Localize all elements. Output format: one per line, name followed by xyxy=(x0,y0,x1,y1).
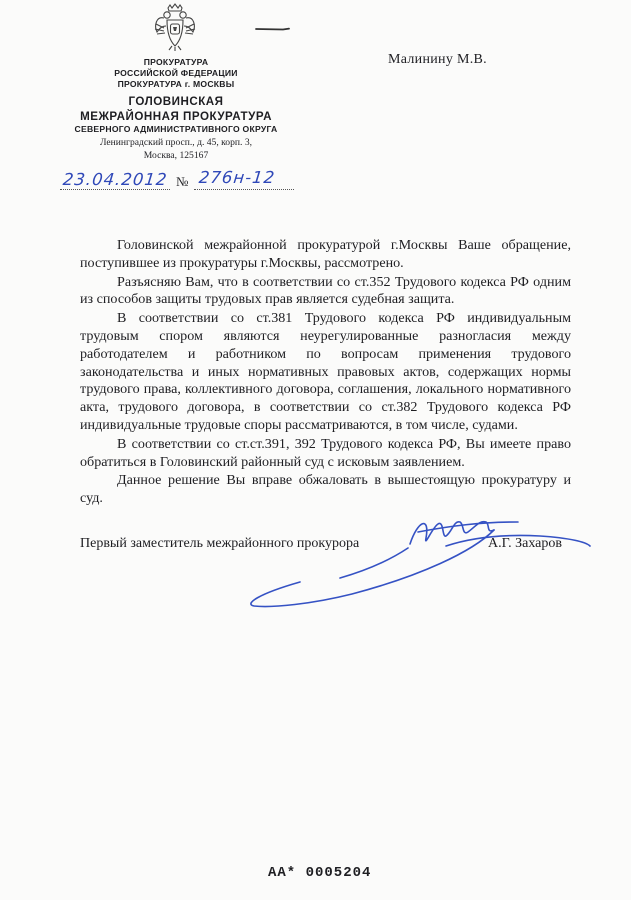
number-underline xyxy=(194,189,294,190)
recipient-name: Малинину М.В. xyxy=(388,52,487,67)
registration-number: 276н-12 xyxy=(198,168,277,187)
pen-mark xyxy=(255,26,291,32)
date-underline xyxy=(60,189,170,190)
address-line-2: Москва, 125167 xyxy=(143,150,209,161)
coat-of-arms-icon xyxy=(152,2,198,52)
body-paragraph-3: В соответствии со ст.381 Трудового кодекса РФ индивидуальным трудовым спором являются неурегулированные разногласия между работодателем и работником по вопросам применения трудового законодательства и иных нормативных правовых актов, содержащих нормы трудового права, коллективного договора, соглашения, локального нормативного акта, трудового договора, в соответствии со ст.382 Трудового кодекса РФ индивидуальные трудовые споры рассматриваются, в том числе, судами. xyxy=(80,310,571,433)
letter-body xyxy=(80,237,571,509)
org-line-2: РОССИЙСКОЙ ФЕДЕРАЦИИ xyxy=(114,68,238,78)
registration-date: 23.04.2012 xyxy=(62,170,169,189)
serial-number: АА* 0005204 xyxy=(268,865,372,881)
address-line-1: Ленинградский просп., д. 45, корп. 3, xyxy=(99,137,253,148)
signer-name: А.Г. Захаров xyxy=(488,536,562,551)
body-paragraph-1: Головинской межрайонной прокуратурой г.Москвы Ваше обращение, поступившее из прокуратуры г.Москвы, рассмотрено. xyxy=(80,237,571,271)
body-paragraph-2: Разъясняю Вам, что в соответствии со ст.352 Трудового кодекса РФ одним из способов защиты трудовых прав является судебная защита. xyxy=(80,273,571,308)
body-paragraph-4: В соответствии со ст.ст.391, 392 Трудового кодекса РФ, Вы имеете право обратиться в Головинский районный суд с исковым заявлением. xyxy=(80,435,571,470)
signer-title: Первый заместитель межрайонного прокурора xyxy=(80,536,360,551)
district-line: СЕВЕРНОГО АДМИНИСТРАТИВНОГО ОКРУГА xyxy=(74,124,278,134)
handwritten-signature xyxy=(240,508,600,620)
number-sign: № xyxy=(176,174,189,189)
office-name-line-1: ГОЛОВИНСКАЯ xyxy=(128,95,224,108)
body-paragraph-5: Данное решение Вы вправе обжаловать в вышестоящую прокуратуру и суд. xyxy=(80,472,571,507)
office-name-line-2: МЕЖРАЙОННАЯ ПРОКУРАТУРА xyxy=(80,110,272,123)
org-line-3: ПРОКУРАТУРА г. МОСКВЫ xyxy=(117,79,235,89)
org-line-1: ПРОКУРАТУРА xyxy=(143,57,209,67)
registration-line xyxy=(58,168,298,194)
